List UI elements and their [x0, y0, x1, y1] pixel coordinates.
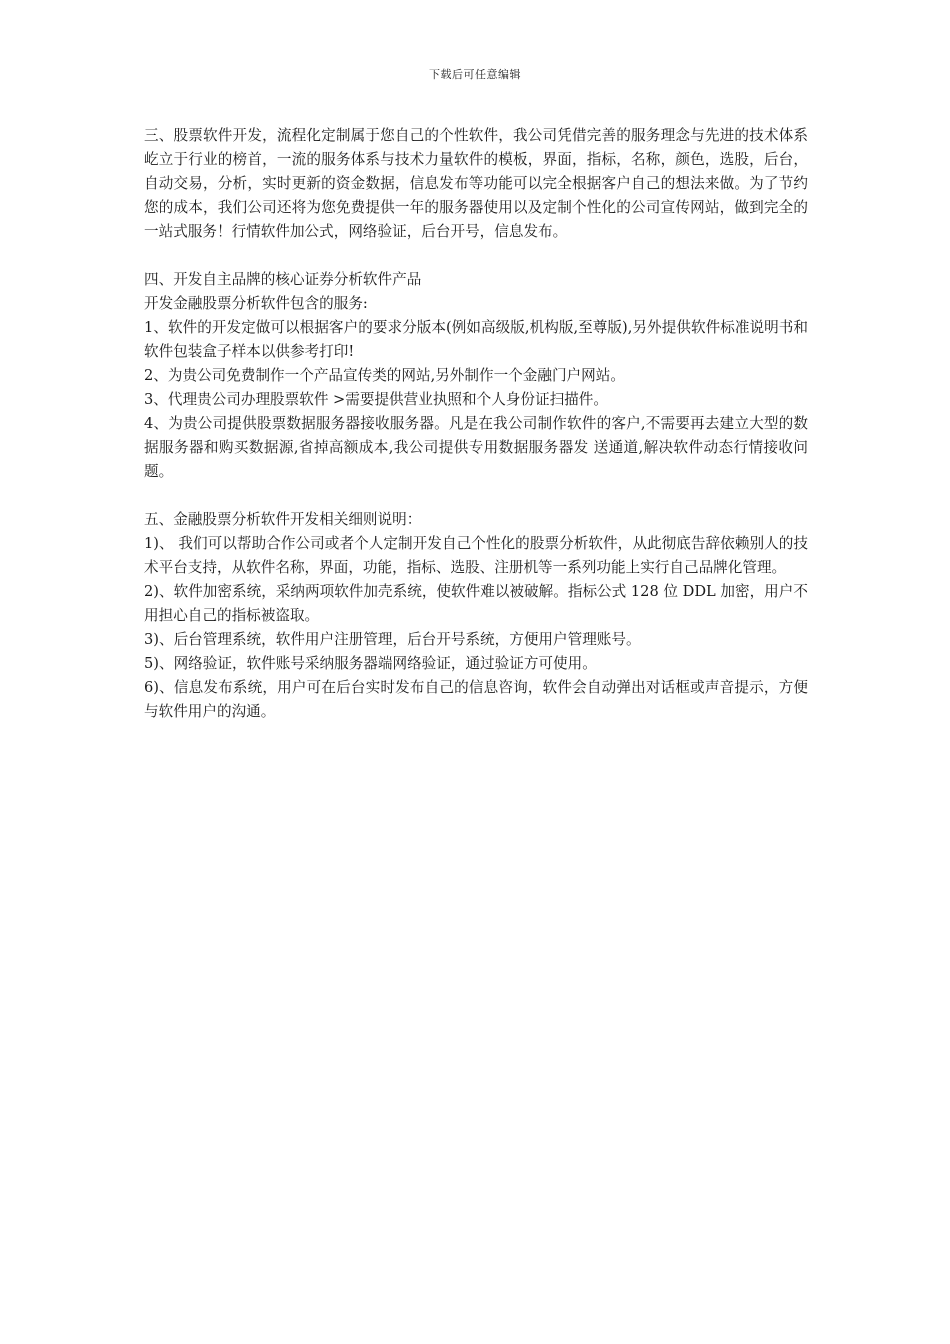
section-5-title: 五、金融股票分析软件开发相关细则说明： — [144, 511, 422, 528]
section-5-item-2: 2)、软件加密系统，采纳两项软件加壳系统，使软件难以被破解。指标公式 128 位 DDL 加密，用户不用担心自己的指标被盗取。 — [144, 583, 808, 624]
section-5-item-1: 1)、 我们可以帮助合作公司或者个人定制开发自己个性化的股票分析软件，从此彻底告辞依赖别人的技术平台支持，从软件名称，界面，功能，指标、选股、注册机等一系列功能上实行自己品牌化管理。 — [144, 535, 808, 576]
section-4-title: 四、开发自主品牌的核心证券分析软件产品 — [144, 271, 422, 288]
section-4-item-3: 3、代理贵公司办理股票软件 >需要提供营业执照和个人身份证扫描件。 — [144, 391, 608, 408]
section-4-item-1: 1、软件的开发定做可以根据客户的要求分版本(例如高级版,机构版,至尊版),另外提供软件标准说明书和软件包装盒子样本以供参考打印! — [144, 319, 808, 360]
section-3-paragraph: 三、股票软件开发，流程化定制属于您自己的个性软件，我公司凭借完善的服务理念与先进的技术体系屹立于行业的榜首，一流的服务体系与技术力量软件的模板，界面，指标，名称，颜色，选股，后台，自动交易，分析，实时更新的资金数据，信息发布等功能可以完全根据客户自己的想法来做。为了节约您的成本，我们公司还将为您免费提供一年的服务器使用以及定制个性化的公司宣传网站，做到完全的一站式服务！行情软件加公式，网络验证，后台开号，信息发布。 — [144, 127, 808, 240]
section-5-item-3: 3)、后台管理系统，软件用户注册管理，后台开号系统，方便用户管理账号。 — [144, 631, 641, 648]
section-5-item-5: 5)、网络验证，软件账号采纳服务器端网络验证，通过验证方可使用。 — [144, 655, 597, 672]
section-4-item-4: 4、为贵公司提供股票数据服务器接收服务器。凡是在我公司制作软件的客户,不需要再去建立大型的数据服务器和购买数据源,省掉高额成本,我公司提供专用数据服务器发 送通道,解决软件动态行情接收问题。 — [144, 415, 808, 480]
section-5-item-6: 6)、信息发布系统，用户可在后台实时发布自己的信息咨询，软件会自动弹出对话框或声音提示，方便与软件用户的沟通。 — [144, 679, 808, 720]
section-4-item-2: 2、为贵公司免费制作一个产品宣传类的网站,另外制作一个金融门户网站。 — [144, 367, 625, 384]
paragraph-spacer — [144, 484, 808, 508]
document-body — [144, 124, 808, 724]
page-header-note: 下载后可任意编辑 — [429, 68, 521, 81]
section-4-subtitle: 开发金融股票分析软件包含的服务: — [144, 295, 368, 312]
paragraph-spacer — [144, 244, 808, 268]
